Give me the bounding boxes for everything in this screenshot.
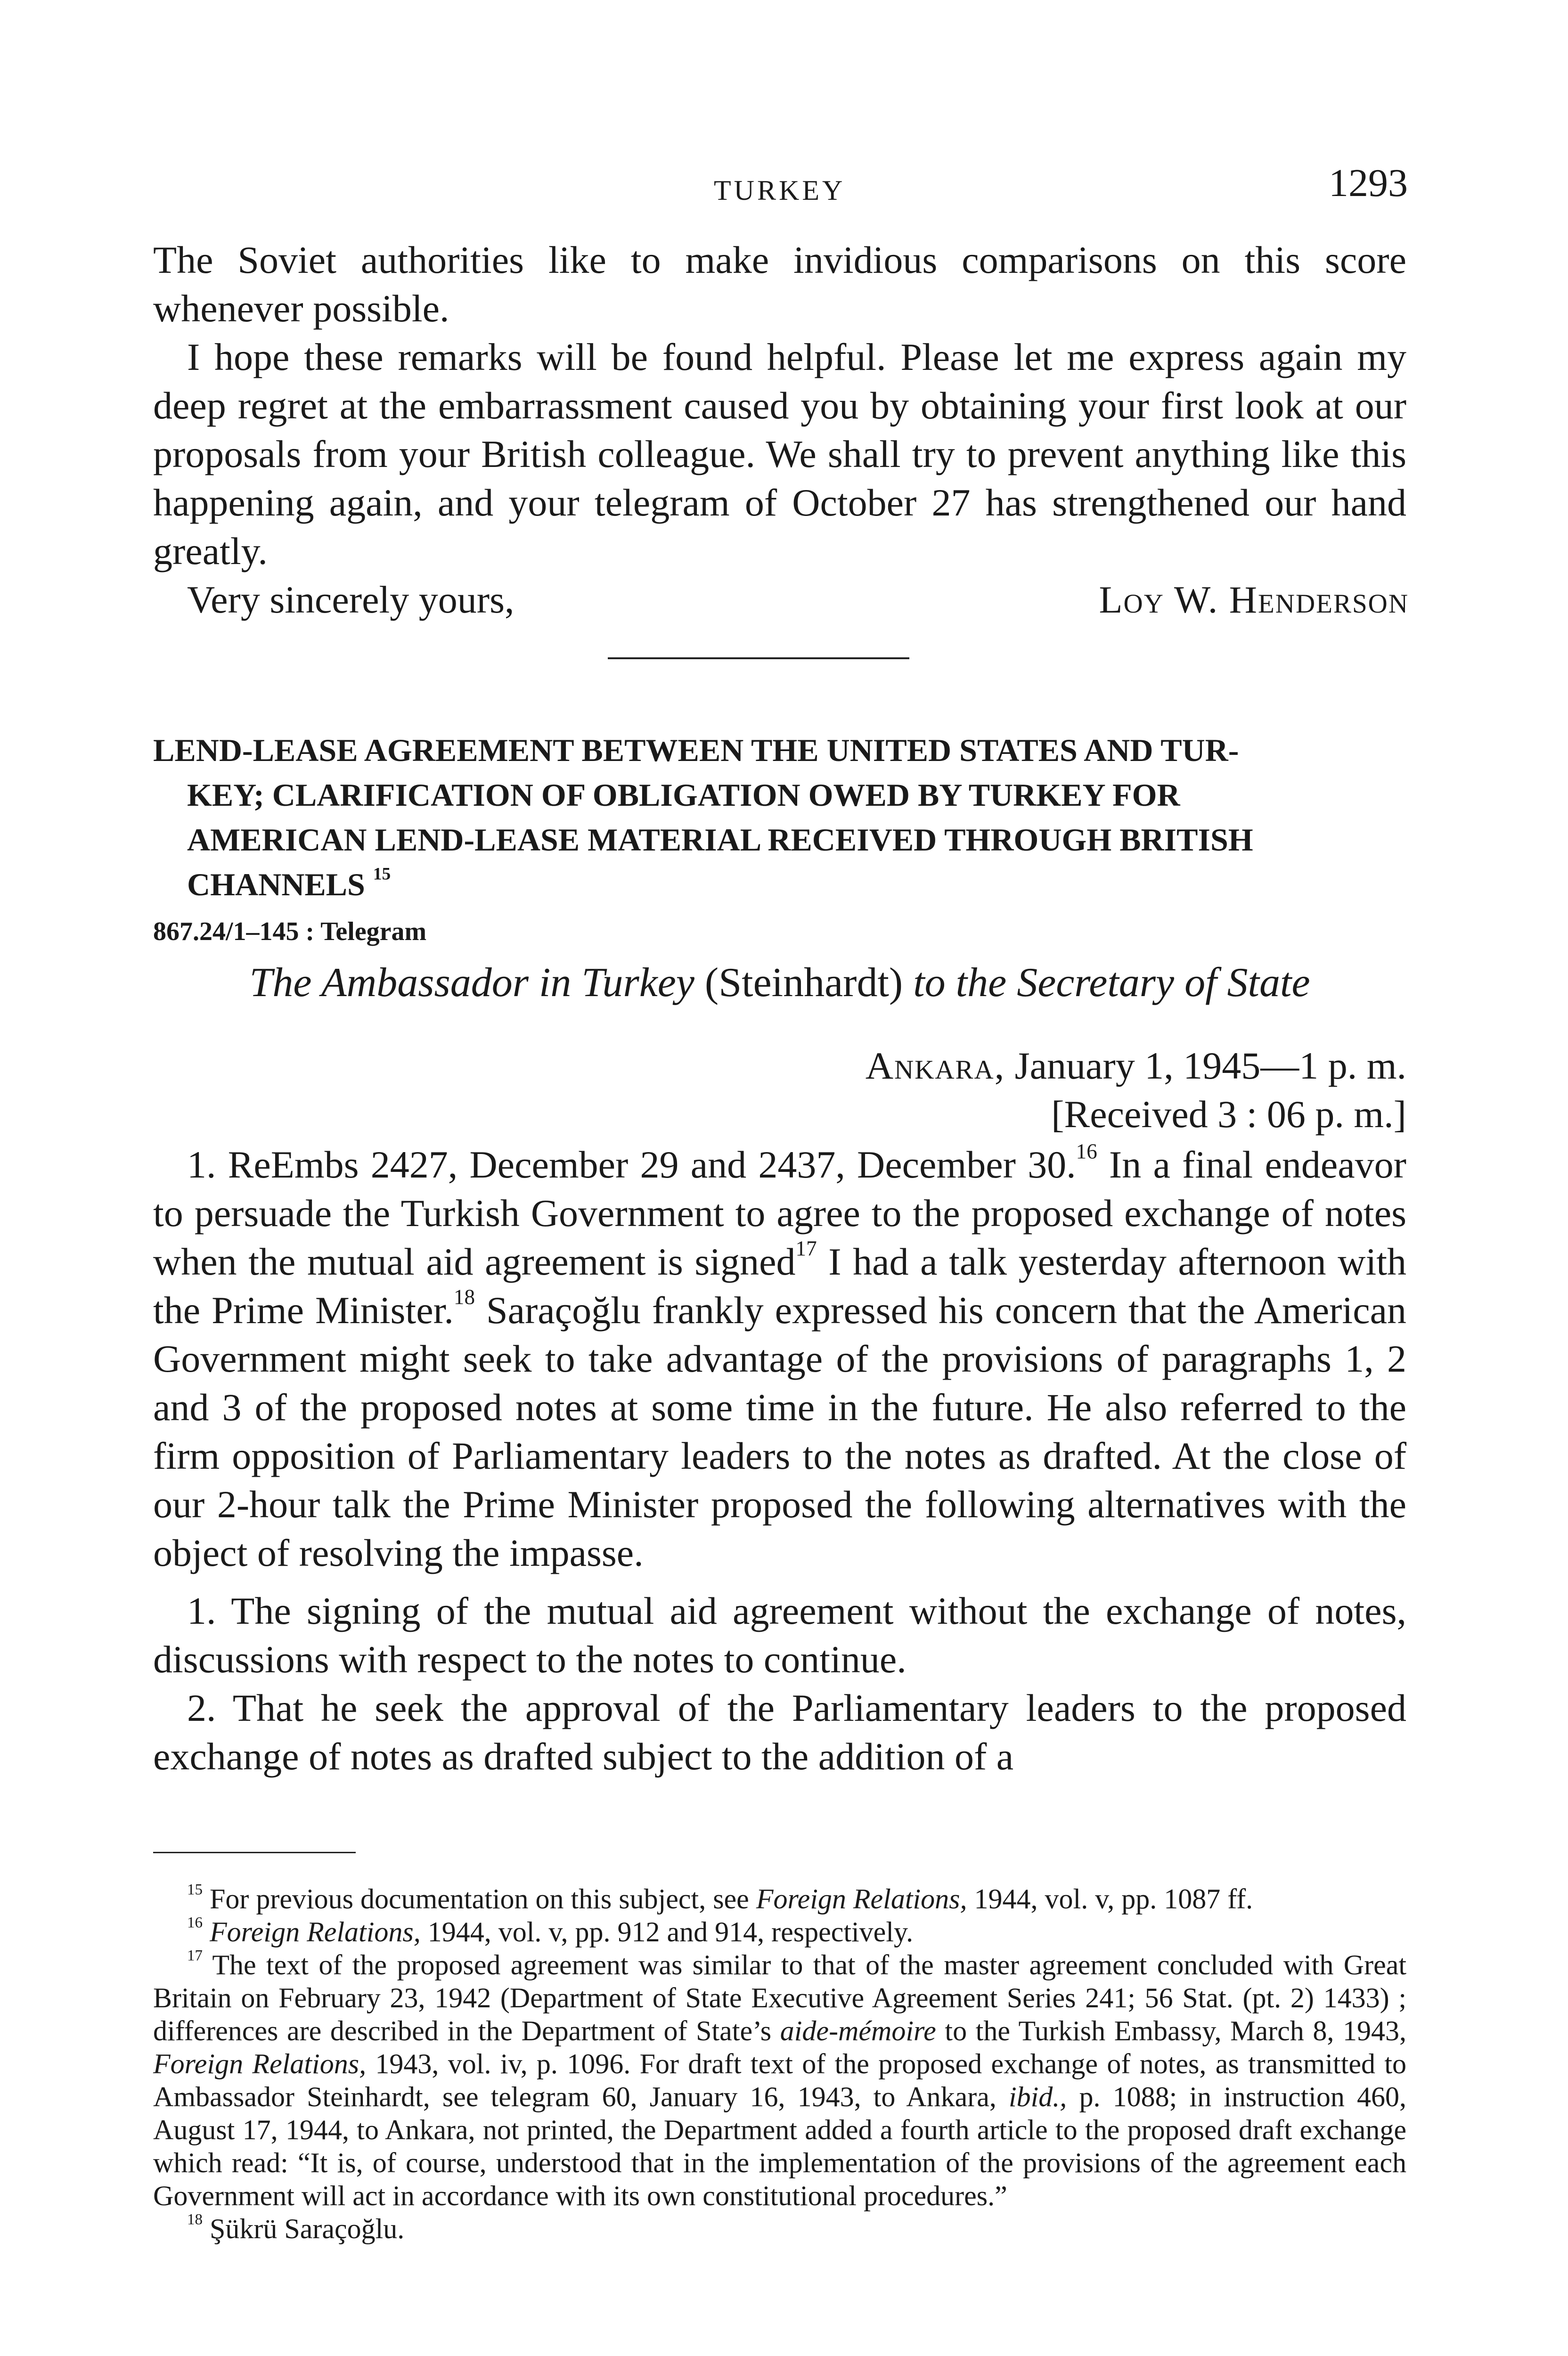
footnote-ref[interactable]: 18	[453, 1285, 475, 1309]
page-header	[0, 155, 1568, 221]
footnotes	[153, 1882, 1406, 2245]
text-run: I had a talk yesterday afternoon with the Prime Minister.	[153, 1240, 1407, 1332]
footnote	[153, 2212, 1406, 2245]
title-part: to the Secretary of State	[913, 960, 1310, 1006]
heading-line: KEY; CLARIFICATION OF OBLIGATION OWED BY TURKEY FOR	[187, 777, 1180, 813]
list-item: 2. That he seek the approval of the Parliamentary leaders to the proposed exchange of notes as drafted subject to the addition of a	[153, 1686, 1406, 1778]
footnote-number: 16	[187, 1914, 203, 1931]
heading-line: CHANNELS	[187, 867, 365, 902]
closing: Very sincerely yours,	[187, 578, 514, 621]
text-run: The text of the proposed agreement was similar to that of the master agreement concluded with Great Britain on February 23, 1942 (Department of State Executive Agreement Series 241; 56 Stat. (pt. 2) 1433) ; differences are described in the Department of State’s	[153, 1949, 1406, 2046]
footnote-ref[interactable]: 17	[795, 1236, 817, 1260]
text-run: 1944, vol. v, pp. 912 and 914, respectively.	[420, 1916, 914, 1947]
paragraph: The Soviet authorities like to make invidious comparisons on this score whenever possible.	[153, 238, 1406, 330]
heading-line: AMERICAN LEND-LEASE MATERIAL RECEIVED THROUGH BRITISH	[187, 822, 1253, 858]
text-run: Foreign Relations,	[210, 1916, 421, 1947]
section-divider	[608, 657, 909, 659]
signature: Loy W. Henderson	[1099, 578, 1409, 621]
text-run: 1944, vol. v, pp. 1087 ff.	[967, 1883, 1253, 1914]
letter-continuation	[153, 236, 1409, 624]
text-run: Şükrü Saraçoğlu.	[210, 2213, 405, 2244]
document-title	[153, 959, 1406, 1006]
text-run: For previous documentation on this subject, see	[210, 1883, 756, 1914]
paragraph	[153, 1140, 1406, 1577]
text-run: Foreign Relations,	[756, 1883, 967, 1914]
footnote-number: 15	[187, 1881, 203, 1898]
title-part: (Steinhardt)	[704, 960, 903, 1006]
running-head: TURKEY	[714, 175, 846, 206]
title-part: The Ambassador in Turkey	[249, 960, 694, 1006]
footnote-ref[interactable]: 16	[1076, 1139, 1097, 1163]
place: Ankara,	[865, 1044, 1005, 1087]
footnote-ref[interactable]: 15	[373, 864, 391, 884]
received: [Received 3 : 06 p. m.]	[1051, 1093, 1406, 1136]
text-run: In a final endeavor to persuade the Turkish Government to agree to the proposed exchange of notes when the mutual aid agreement is signed	[153, 1143, 1406, 1283]
footnote	[153, 1882, 1406, 1915]
text-run: ibid.,	[1008, 2081, 1067, 2112]
heading-line: LEND-LEASE AGREEMENT BETWEEN THE UNITED STATES AND TUR-	[153, 732, 1239, 768]
dateline	[866, 1041, 1406, 1138]
text-run: p. 1088; in instruction 460, August 17, 1944, to Ankara, not printed, the Department added a fourth article to the proposed draft exchange which read: “It is, of course, understood that in the implementation of the provisions of the agreement each Government will act in accordance with its own constitutional procedures.”	[153, 2081, 1406, 2211]
closing-line	[153, 575, 1409, 624]
date: January 1, 1945—1 p. m.	[1014, 1044, 1406, 1087]
heading-line-last	[153, 862, 1406, 907]
file-reference: 867.24/1–145 : Telegram	[153, 917, 427, 946]
text-run: aide-mémoire	[780, 2015, 936, 2046]
text-run: to the Turkish Embassy, March 8, 1943,	[936, 2015, 1406, 2046]
page-number: 1293	[1329, 161, 1408, 205]
footnote-number: 18	[187, 2211, 203, 2228]
footnote	[153, 1915, 1406, 1948]
text-run: 1943, vol. iv, p. 1096. For draft text of the proposed exchange of notes, as transmitted to Ambassador Steinhardt, see telegram 60, January 16, 1943, to Ankara,	[153, 2048, 1407, 2112]
list-item: 1. The signing of the mutual aid agreement without the exchange of notes, discussions with respect to the notes to continue.	[153, 1589, 1406, 1681]
telegram-body	[153, 1140, 1406, 1781]
paragraph: I hope these remarks will be found helpful. Please let me express again my deep regret at the embarrassment caused you by obtaining your first look at our proposals from your British colleague. We shall try to prevent anything like this happening again, and your telegram of October 27 has strengthened our hand greatly.	[153, 335, 1406, 573]
footnote	[153, 1948, 1406, 2212]
section-heading	[153, 728, 1406, 907]
text-run: 1. ReEmbs 2427, December 29 and 2437, December 30.	[187, 1143, 1076, 1186]
text-run: Foreign Relations,	[153, 2048, 367, 2079]
text-run: Saraçoğlu frankly expressed his concern that the American Government might seek to take advantage of the provisions of paragraphs 1, 2 and 3 of the proposed notes at some time in the future. He also referred to the firm opposition of Parliamentary leaders to the notes as drafted. At the close of our 2-hour talk the Prime Minister proposed the following alternatives with the object of resolving the impasse.	[153, 1289, 1406, 1574]
footnote-rule	[153, 1852, 356, 1853]
footnote-number: 17	[187, 1947, 203, 1964]
